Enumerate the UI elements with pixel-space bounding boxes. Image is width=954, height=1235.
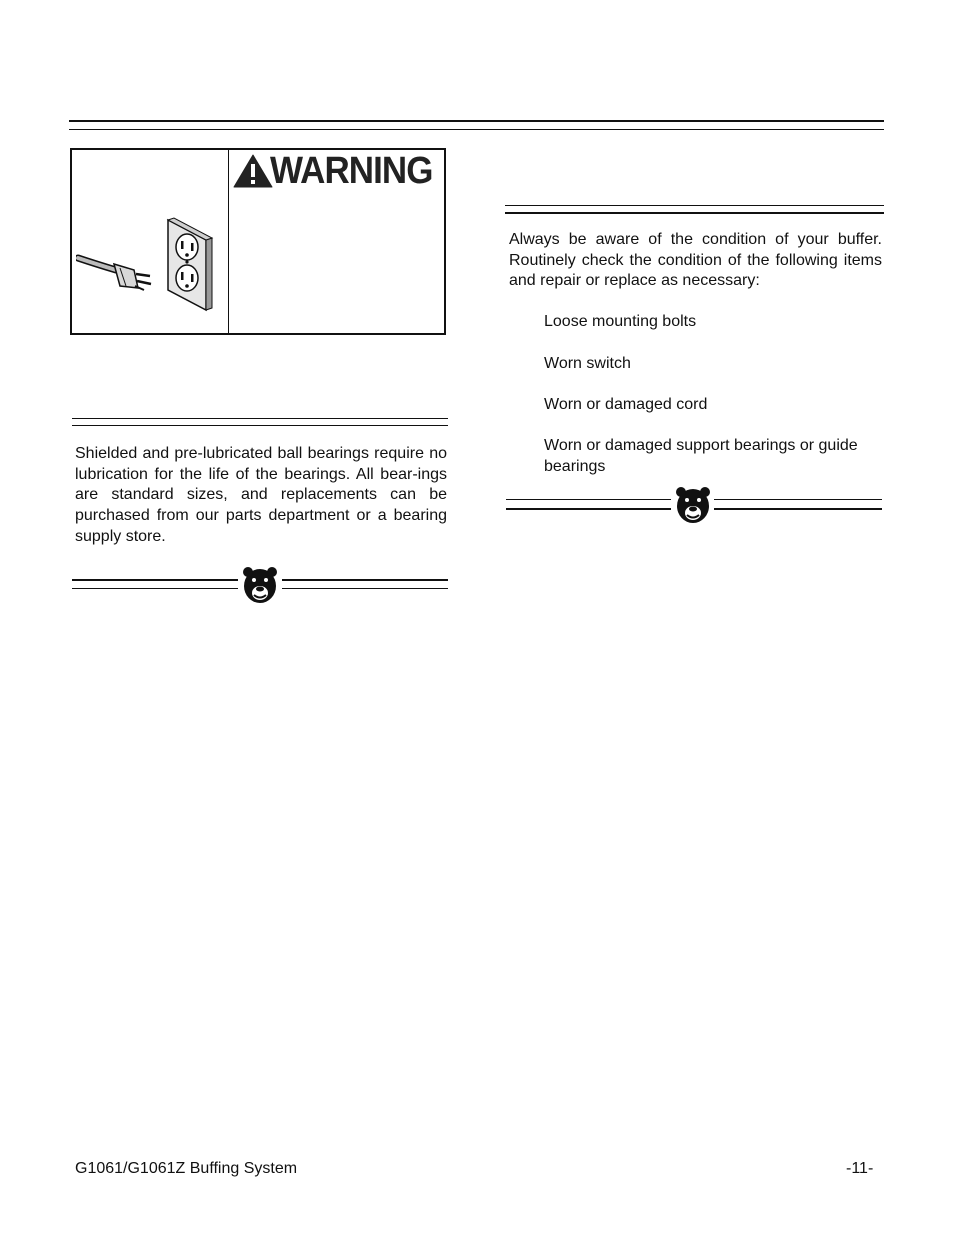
list-item: Worn or damaged cord	[544, 396, 708, 413]
right-section-rule-top	[505, 205, 884, 206]
right-section-rule-bottom	[505, 212, 884, 214]
left-divider-rule-thick-a	[72, 579, 238, 581]
inspection-paragraph: Always be aware of the condition of your buffer. Routinely check the condition of the following items and repair or replace as necessary:	[509, 231, 882, 290]
left-divider-rule-thin-a	[72, 588, 238, 589]
right-divider-rule-thick-a	[506, 508, 671, 510]
right-divider-rule-thick-b	[714, 508, 882, 510]
warning-label: WARNING	[270, 150, 433, 192]
page-number: -11-	[846, 1160, 874, 1177]
bear-logo-icon	[242, 566, 278, 604]
footer-title: G1061/G1061Z Buffing System	[75, 1160, 298, 1177]
warning-box-divider	[228, 150, 229, 333]
left-section-rule-top	[72, 418, 448, 419]
header-rule-thin	[69, 129, 884, 130]
alert-triangle-icon	[233, 154, 273, 188]
left-section-rule-bottom	[72, 425, 448, 426]
header-rule-thick	[69, 120, 884, 122]
list-item: Loose mounting bolts	[544, 313, 697, 330]
list-item: Worn or damaged support bearings or guide bearings	[544, 437, 858, 475]
right-divider-rule-thin-b	[714, 499, 882, 500]
left-divider-rule-thick-b	[282, 579, 448, 581]
plug-outlet-icon	[76, 214, 216, 314]
left-divider-rule-thin-b	[282, 588, 448, 589]
bearings-paragraph: Shielded and pre-lubricated ball bearings require no lubrication for the life of the bearings. All bear-ings are standard sizes, and replacements can be purchased from our parts department or a bearing supply store.	[75, 445, 447, 545]
list-item: Worn switch	[544, 355, 631, 372]
right-divider-rule-thin-a	[506, 499, 671, 500]
bear-logo-icon	[675, 486, 711, 524]
